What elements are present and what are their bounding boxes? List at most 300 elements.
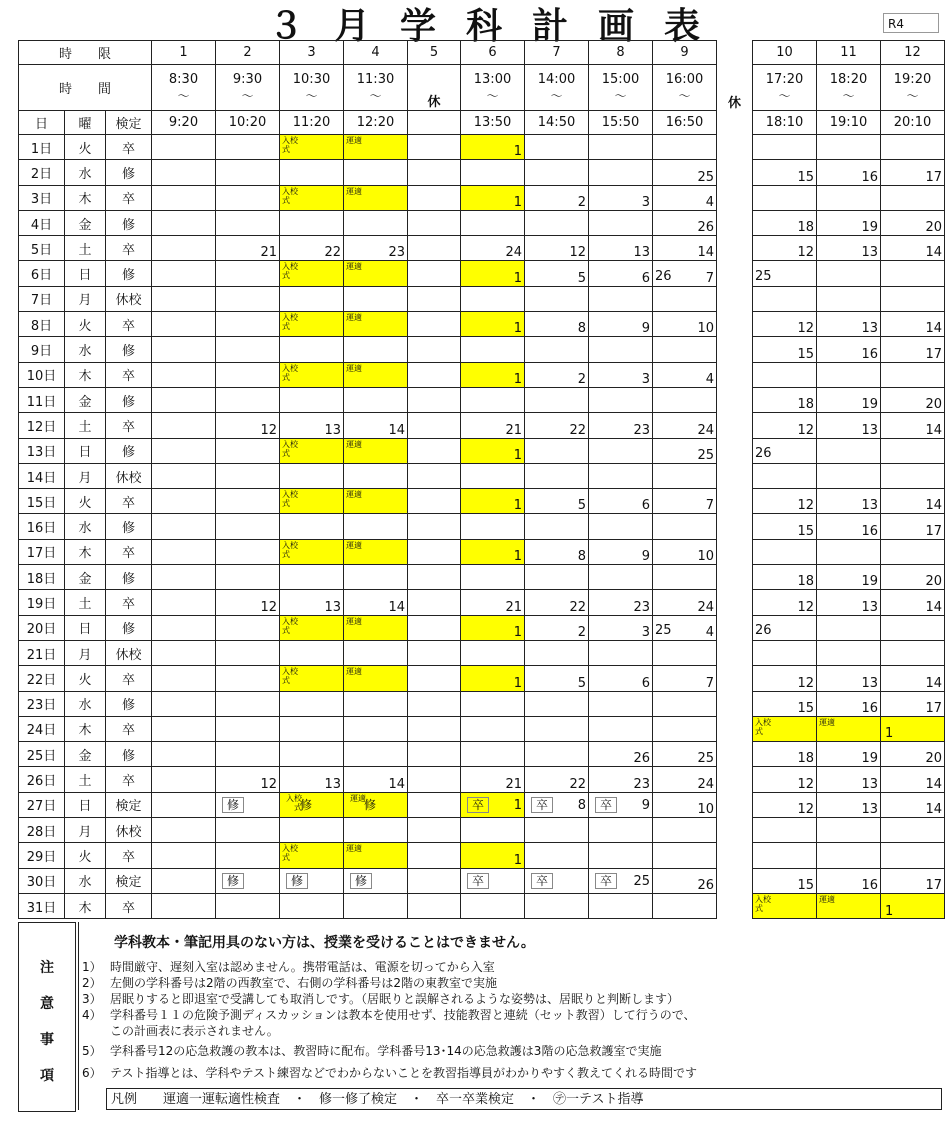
weekday-cell: 水 bbox=[65, 160, 106, 185]
slot-cell bbox=[408, 514, 461, 539]
slot-cell bbox=[817, 818, 881, 843]
period-number: 8 bbox=[589, 41, 653, 65]
slot-cell bbox=[817, 135, 881, 160]
break-column bbox=[717, 489, 753, 514]
exam-type-cell: 修 bbox=[106, 438, 152, 463]
slot-cell bbox=[344, 742, 408, 767]
nyuko-label: 入校式 bbox=[286, 793, 302, 812]
weekday-cell: 木 bbox=[65, 893, 106, 918]
lesson-number-cell: 12 bbox=[216, 413, 280, 438]
lesson-number-cell: 5 bbox=[525, 489, 589, 514]
period-number: 4 bbox=[344, 41, 408, 65]
exam-mark-box: 修 bbox=[286, 873, 308, 889]
lesson-number-cell: 17 bbox=[881, 868, 945, 893]
slot-cell bbox=[280, 286, 344, 311]
exam-type-cell: 卒 bbox=[106, 135, 152, 160]
nyuko-label: 入校式 bbox=[282, 490, 298, 509]
day-cell: 5日 bbox=[19, 236, 65, 261]
weekday-cell: 水 bbox=[65, 514, 106, 539]
time-cell bbox=[753, 65, 817, 111]
slot-cell bbox=[753, 438, 817, 463]
exam-type-cell: 修 bbox=[106, 261, 152, 286]
weekday-cell: 金 bbox=[65, 565, 106, 590]
tilde: ～ bbox=[778, 88, 791, 103]
weekday-cell: 日 bbox=[65, 438, 106, 463]
exam-type-cell: 検定 bbox=[106, 868, 152, 893]
slot-cell bbox=[653, 843, 717, 868]
slot-cell bbox=[817, 438, 881, 463]
slot-cell bbox=[525, 691, 589, 716]
weekday-cell: 月 bbox=[65, 286, 106, 311]
day-row bbox=[19, 489, 945, 514]
lesson-number-cell: 7 bbox=[653, 666, 717, 691]
slot-cell bbox=[152, 337, 216, 362]
slot-cell bbox=[653, 135, 717, 160]
slot-cell bbox=[408, 792, 461, 817]
lesson-number: 8 bbox=[577, 797, 586, 813]
day-row bbox=[19, 286, 945, 311]
nyuko-label: 入校式 bbox=[282, 313, 298, 332]
break-column bbox=[717, 387, 753, 412]
lesson-number-cell: 21 bbox=[461, 590, 525, 615]
exam-type-cell: 修 bbox=[106, 387, 152, 412]
slot-cell bbox=[408, 135, 461, 160]
slot-cell bbox=[280, 565, 344, 590]
weekday-cell: 日 bbox=[65, 792, 106, 817]
lesson-number: 7 bbox=[705, 270, 714, 286]
start-time: 10:30 bbox=[292, 71, 331, 87]
lesson-number-cell: 15 bbox=[753, 691, 817, 716]
tekisei-label: 運適 bbox=[346, 313, 362, 323]
slot-cell bbox=[408, 236, 461, 261]
day-row bbox=[19, 666, 945, 691]
weekday-cell: 月 bbox=[65, 463, 106, 488]
weekday-cell: 日 bbox=[65, 261, 106, 286]
nyuko-event-cell bbox=[280, 539, 344, 564]
slot-cell bbox=[817, 286, 881, 311]
break-column bbox=[717, 312, 753, 337]
slot-cell bbox=[817, 362, 881, 387]
day-cell: 29日 bbox=[19, 843, 65, 868]
slot-cell bbox=[461, 716, 525, 741]
note-item bbox=[82, 1022, 279, 1039]
slot-cell bbox=[589, 691, 653, 716]
break-column bbox=[717, 539, 753, 564]
break-column bbox=[717, 818, 753, 843]
exam-mark-box: 卒 bbox=[467, 797, 489, 813]
day-cell: 20日 bbox=[19, 615, 65, 640]
lesson-number-cell: 10 bbox=[653, 539, 717, 564]
period-number: 1 bbox=[152, 41, 216, 65]
time-cell bbox=[525, 65, 589, 111]
end-time: 19:10 bbox=[817, 111, 881, 135]
day-row bbox=[19, 691, 945, 716]
note-text: 学科番号12の応急救護の教本は、教習時に配布。学科番号13･14の応急救護は3階の応急救護室で実施 bbox=[110, 1044, 662, 1058]
slot-cell bbox=[280, 818, 344, 843]
day-cell: 22日 bbox=[19, 666, 65, 691]
exam-type-cell: 検定 bbox=[106, 792, 152, 817]
slot-cell bbox=[344, 818, 408, 843]
break-column bbox=[717, 691, 753, 716]
lesson-number-cell: 17 bbox=[881, 691, 945, 716]
lesson-number-cell: 18 bbox=[753, 742, 817, 767]
notes-headline: 学科教本・筆記用具のない方は、授業を受けることはできません。 bbox=[114, 935, 535, 951]
day-row bbox=[19, 514, 945, 539]
slot-cell bbox=[280, 387, 344, 412]
slot-cell bbox=[408, 210, 461, 235]
exam-type-cell: 休校 bbox=[106, 463, 152, 488]
break-column bbox=[717, 514, 753, 539]
slot-cell bbox=[152, 615, 216, 640]
break-column bbox=[717, 742, 753, 767]
lesson-number-cell: 6 bbox=[589, 489, 653, 514]
slot-cell bbox=[216, 438, 280, 463]
nyuko-event-cell bbox=[753, 893, 817, 918]
note-item bbox=[82, 1064, 697, 1081]
slot-cell bbox=[216, 893, 280, 918]
nyuko-label: 入校式 bbox=[282, 186, 298, 205]
slot-cell bbox=[461, 286, 525, 311]
slot-cell bbox=[280, 160, 344, 185]
slot-cell bbox=[408, 640, 461, 665]
lesson-number-cell: 14 bbox=[344, 590, 408, 615]
slot-cell bbox=[589, 818, 653, 843]
slot-cell bbox=[525, 716, 589, 741]
slot-cell bbox=[280, 868, 344, 893]
notes-side-char: 意 bbox=[40, 996, 54, 1012]
slot-cell bbox=[216, 818, 280, 843]
break-column bbox=[717, 236, 753, 261]
lesson-number-cell: 2 bbox=[525, 615, 589, 640]
first-lesson-cell: 1 bbox=[461, 312, 525, 337]
start-time: 13:00 bbox=[473, 71, 512, 87]
slot-cell bbox=[280, 691, 344, 716]
lesson-number-cell: 18 bbox=[753, 565, 817, 590]
slot-cell bbox=[817, 463, 881, 488]
day-cell: 6日 bbox=[19, 261, 65, 286]
lesson-number-cell: 17 bbox=[881, 337, 945, 362]
end-time: 11:20 bbox=[280, 111, 344, 135]
first-lesson-cell bbox=[881, 716, 945, 741]
tilde: ～ bbox=[305, 88, 318, 103]
lesson-number-cell: 15 bbox=[753, 160, 817, 185]
day-row bbox=[19, 387, 945, 412]
day-cell: 27日 bbox=[19, 792, 65, 817]
lesson-number-cell: 13 bbox=[280, 767, 344, 792]
lesson-number-cell: 17 bbox=[881, 160, 945, 185]
slot-cell bbox=[589, 565, 653, 590]
lesson-number-cell: 16 bbox=[817, 868, 881, 893]
weekday-cell: 火 bbox=[65, 312, 106, 337]
exam-type-cell: 卒 bbox=[106, 185, 152, 210]
exam-mark-box: 卒 bbox=[531, 797, 553, 813]
slot-cell bbox=[216, 742, 280, 767]
first-lesson-cell: 1 bbox=[461, 539, 525, 564]
lesson-number-cell: 24 bbox=[461, 236, 525, 261]
day-row bbox=[19, 742, 945, 767]
day-row bbox=[19, 893, 945, 918]
slot-cell bbox=[152, 210, 216, 235]
day-cell: 3日 bbox=[19, 185, 65, 210]
slot-cell bbox=[216, 261, 280, 286]
lesson-number-cell: 14 bbox=[653, 236, 717, 261]
day-cell: 13日 bbox=[19, 438, 65, 463]
slot-cell bbox=[881, 261, 945, 286]
slot-cell bbox=[408, 463, 461, 488]
lesson-number: 26 bbox=[755, 622, 772, 638]
exam-type-cell: 卒 bbox=[106, 716, 152, 741]
note-item bbox=[82, 974, 497, 991]
first-lesson-cell: 1 bbox=[461, 135, 525, 160]
first-lesson-cell: 1 bbox=[461, 666, 525, 691]
tekisei-event-cell bbox=[344, 615, 408, 640]
slot-cell bbox=[152, 236, 216, 261]
day-cell: 12日 bbox=[19, 413, 65, 438]
lesson-number-cell: 13 bbox=[817, 236, 881, 261]
tekisei-label: 運適 bbox=[346, 439, 362, 449]
lesson-number: 26 bbox=[655, 268, 672, 284]
start-time: 16:00 bbox=[665, 71, 704, 87]
lesson-number-cell: 19 bbox=[817, 742, 881, 767]
note-number: 5） bbox=[82, 1044, 102, 1058]
slot-cell bbox=[589, 286, 653, 311]
exam-mark-box: 修 bbox=[222, 873, 244, 889]
tekisei-label: 運適 bbox=[346, 262, 362, 272]
slot-cell bbox=[461, 210, 525, 235]
first-lesson-cell: 1 bbox=[461, 438, 525, 463]
day-cell: 30日 bbox=[19, 868, 65, 893]
time-cell bbox=[216, 65, 280, 111]
time-cell bbox=[817, 65, 881, 111]
note-number: 1） bbox=[82, 960, 102, 974]
lesson-number: 26 bbox=[755, 445, 772, 461]
nyuko-event-cell bbox=[753, 716, 817, 741]
slot-cell bbox=[152, 261, 216, 286]
end-time: 14:50 bbox=[525, 111, 589, 135]
lesson-number-cell: 5 bbox=[525, 666, 589, 691]
slot-cell bbox=[344, 210, 408, 235]
tekisei-label: 運適 bbox=[346, 844, 362, 854]
slot-cell bbox=[408, 489, 461, 514]
exam-type-cell: 卒 bbox=[106, 843, 152, 868]
slot-cell bbox=[408, 413, 461, 438]
slot-cell bbox=[152, 514, 216, 539]
weekday-cell: 火 bbox=[65, 843, 106, 868]
lesson-number-cell: 14 bbox=[881, 413, 945, 438]
slot-cell bbox=[881, 185, 945, 210]
slot-cell bbox=[525, 868, 589, 893]
day-cell: 16日 bbox=[19, 514, 65, 539]
slot-cell bbox=[525, 818, 589, 843]
slot-cell bbox=[280, 792, 344, 817]
tekisei-event-cell bbox=[817, 716, 881, 741]
nyuko-label: 入校式 bbox=[282, 616, 298, 635]
slot-cell bbox=[525, 742, 589, 767]
start-time: 17:20 bbox=[765, 71, 804, 87]
nyuko-event-cell bbox=[280, 438, 344, 463]
day-cell: 19日 bbox=[19, 590, 65, 615]
exam-cell-content bbox=[589, 797, 650, 813]
period5-break bbox=[408, 111, 461, 135]
slot-cell bbox=[408, 438, 461, 463]
slot-cell bbox=[216, 716, 280, 741]
notes-side-box bbox=[18, 922, 76, 1112]
exam-mark-box: 修 bbox=[350, 873, 372, 889]
lesson-number-cell: 22 bbox=[280, 236, 344, 261]
lesson-number: 1 bbox=[513, 797, 522, 813]
exam-cell-content bbox=[280, 873, 341, 889]
slot-cell bbox=[525, 286, 589, 311]
notes-side-char: 項 bbox=[40, 1068, 54, 1084]
slot-cell bbox=[461, 463, 525, 488]
slot-cell bbox=[216, 666, 280, 691]
slot-cell bbox=[216, 463, 280, 488]
jigen-label: 時 限 bbox=[19, 41, 152, 65]
tekisei-label: 運適 bbox=[819, 894, 835, 904]
lesson-number-cell: 18 bbox=[753, 387, 817, 412]
slot-cell bbox=[589, 337, 653, 362]
day-row bbox=[19, 792, 945, 817]
slot-cell bbox=[152, 413, 216, 438]
era-box: R4 bbox=[883, 13, 939, 33]
slot-cell bbox=[152, 185, 216, 210]
exam-type-cell: 卒 bbox=[106, 539, 152, 564]
slot-cell bbox=[216, 312, 280, 337]
column-label: 曜 bbox=[65, 111, 106, 135]
slot-cell bbox=[152, 565, 216, 590]
break-column bbox=[717, 413, 753, 438]
slot-cell bbox=[152, 868, 216, 893]
nyuko-label: 入校式 bbox=[282, 262, 298, 281]
slot-cell bbox=[280, 640, 344, 665]
lesson-number-cell: 18 bbox=[753, 210, 817, 235]
slot-cell bbox=[753, 463, 817, 488]
weekday-cell: 火 bbox=[65, 666, 106, 691]
lesson-number-cell: 8 bbox=[525, 539, 589, 564]
exam-type-cell: 卒 bbox=[106, 893, 152, 918]
nyuko-label: 入校式 bbox=[282, 136, 298, 154]
lesson-number-cell: 12 bbox=[753, 666, 817, 691]
header-row-end bbox=[19, 111, 945, 135]
slot-cell bbox=[589, 893, 653, 918]
day-cell: 10日 bbox=[19, 362, 65, 387]
slot-cell bbox=[589, 792, 653, 817]
lesson-number-cell: 21 bbox=[216, 236, 280, 261]
slot-cell bbox=[881, 438, 945, 463]
slot-cell bbox=[344, 691, 408, 716]
day-row bbox=[19, 160, 945, 185]
slot-cell bbox=[461, 387, 525, 412]
slot-cell bbox=[152, 843, 216, 868]
day-row bbox=[19, 210, 945, 235]
weekday-cell: 土 bbox=[65, 767, 106, 792]
lesson-number-cell: 12 bbox=[753, 767, 817, 792]
lesson-number-cell: 14 bbox=[881, 792, 945, 817]
tekisei-event-cell bbox=[344, 312, 408, 337]
slot-cell bbox=[408, 666, 461, 691]
tekisei-event-cell bbox=[344, 666, 408, 691]
break-column bbox=[717, 41, 753, 65]
note-item bbox=[82, 1042, 661, 1059]
weekday-cell: 木 bbox=[65, 185, 106, 210]
end-time: 18:10 bbox=[753, 111, 817, 135]
lesson-number-cell: 24 bbox=[653, 767, 717, 792]
lesson-number-cell: 14 bbox=[881, 666, 945, 691]
slot-cell bbox=[216, 640, 280, 665]
slot-cell bbox=[817, 539, 881, 564]
slot-cell bbox=[525, 438, 589, 463]
header-row-periods bbox=[19, 41, 945, 65]
slot-cell bbox=[817, 640, 881, 665]
weekday-cell: 土 bbox=[65, 236, 106, 261]
slot-cell bbox=[408, 843, 461, 868]
slot-cell bbox=[280, 893, 344, 918]
lesson-number-cell: 13 bbox=[817, 590, 881, 615]
tekisei-label: 運適 bbox=[346, 186, 362, 196]
first-lesson-cell: 1 bbox=[461, 843, 525, 868]
tilde: ～ bbox=[486, 88, 499, 103]
day-cell: 8日 bbox=[19, 312, 65, 337]
page-title: ３月学科計画表 bbox=[268, 6, 731, 47]
slot-cell bbox=[216, 185, 280, 210]
lesson-number-cell: 13 bbox=[817, 666, 881, 691]
lesson-number-cell: 8 bbox=[525, 312, 589, 337]
slot-cell bbox=[653, 640, 717, 665]
slot-cell bbox=[152, 362, 216, 387]
slot-cell bbox=[881, 640, 945, 665]
period-number: 6 bbox=[461, 41, 525, 65]
exam-type-cell: 修 bbox=[106, 615, 152, 640]
day-row bbox=[19, 640, 945, 665]
tilde: ～ bbox=[906, 88, 919, 103]
weekday-cell: 木 bbox=[65, 716, 106, 741]
start-time: 11:30 bbox=[356, 71, 395, 87]
break-column bbox=[717, 565, 753, 590]
break-column bbox=[717, 261, 753, 286]
slot-cell bbox=[408, 691, 461, 716]
lesson-number-cell: 21 bbox=[461, 767, 525, 792]
lesson-number-cell: 22 bbox=[525, 767, 589, 792]
break-column bbox=[717, 615, 753, 640]
lesson-number-cell: 13 bbox=[817, 312, 881, 337]
lesson-number-cell: 12 bbox=[753, 312, 817, 337]
slot-cell bbox=[344, 868, 408, 893]
break-column bbox=[717, 716, 753, 741]
lesson-number-cell: 14 bbox=[344, 413, 408, 438]
lesson-number-cell: 19 bbox=[817, 565, 881, 590]
lesson-number-cell: 22 bbox=[525, 590, 589, 615]
day-row bbox=[19, 868, 945, 893]
slot-cell bbox=[344, 716, 408, 741]
day-row bbox=[19, 565, 945, 590]
slot-cell bbox=[216, 843, 280, 868]
slot-cell bbox=[408, 868, 461, 893]
lesson-number-cell: 6 bbox=[589, 666, 653, 691]
lesson-number-cell: 6 bbox=[589, 261, 653, 286]
slot-cell bbox=[753, 818, 817, 843]
lesson-number-cell: 14 bbox=[881, 489, 945, 514]
slot-cell bbox=[653, 565, 717, 590]
day-cell: 15日 bbox=[19, 489, 65, 514]
exam-type-cell: 修 bbox=[106, 337, 152, 362]
break-column bbox=[717, 362, 753, 387]
exam-type-cell: 修 bbox=[106, 691, 152, 716]
lesson-number-cell: 14 bbox=[344, 767, 408, 792]
day-cell: 2日 bbox=[19, 160, 65, 185]
break-column bbox=[717, 893, 753, 918]
slot-cell bbox=[344, 514, 408, 539]
tilde: ～ bbox=[678, 88, 691, 103]
